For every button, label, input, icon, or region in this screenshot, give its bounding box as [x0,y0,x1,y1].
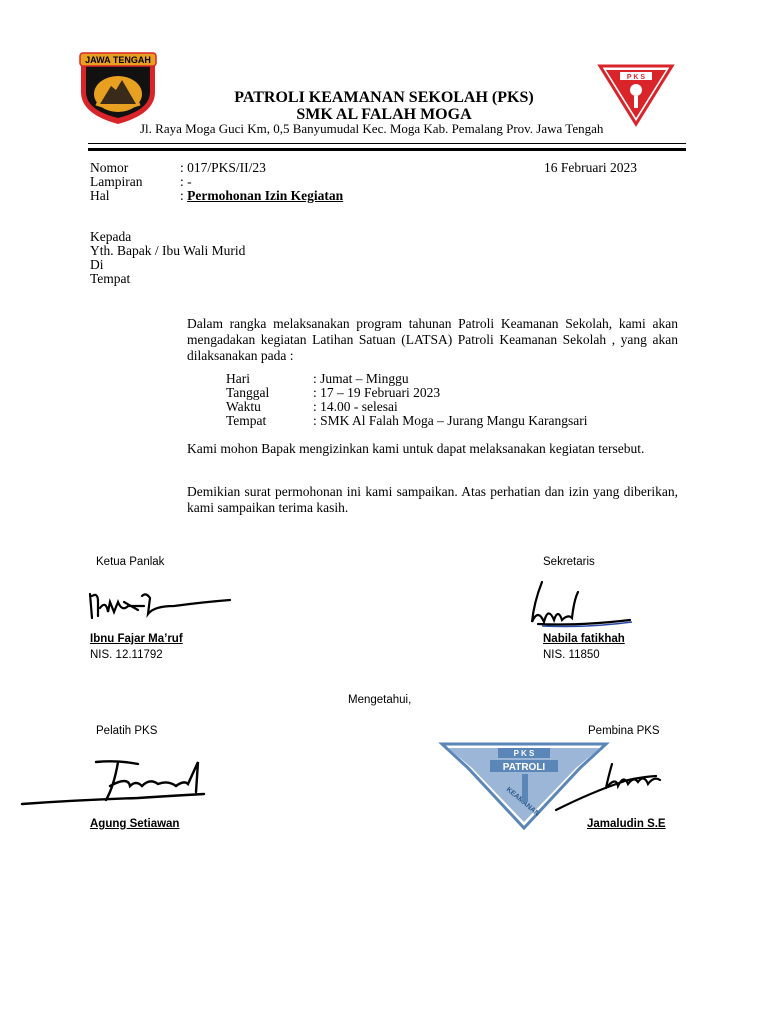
logo-banner-text: JAWA TENGAH [85,55,151,65]
detail-value: : Jumat – Minggu [313,371,409,386]
request-paragraph: Kami mohon Bapak mengizinkan kami untuk dapat melaksanakan kegiatan tersebut. [187,441,645,456]
hal-label: Hal [90,188,110,203]
ketua-signature [84,588,234,630]
header-divider [88,143,686,144]
recipient-block [90,230,350,286]
stamp-top-text: P K S [513,749,535,758]
sekretaris-role: Sekretaris [543,556,595,568]
header-address: Jl. Raya Moga Guci Km, 0,5 Banyumudal Kec. Moga Kab. Pemalang Prov. Jawa Tengah [140,121,604,136]
nomor-label: Nomor [90,160,129,175]
pelatih-role: Pelatih PKS [96,725,158,737]
header-divider-thick [88,148,686,151]
pembina-signature [552,758,664,812]
lampiran-label: Lampiran [90,174,143,189]
sekretaris-nis: NIS. 11850 [543,649,600,661]
detail-label: Waktu [226,399,261,414]
ketua-nis: NIS. 12.11792 [90,649,163,661]
hal-prefix: : [180,188,188,203]
stamp-mid-text: PATROLI [502,762,546,773]
recipient-line: Di [90,257,104,272]
letter-date: 16 Februari 2023 [544,160,637,175]
recipient-line: Kepada [90,229,132,244]
org-title: PATROLI KEAMANAN SEKOLAH (PKS) [234,89,534,106]
sekretaris-name: Nabila fatikhah [543,633,625,645]
sekretaris-signature [528,578,634,632]
closing-paragraph: Demikian surat permohonan ini kami sampaikan. Atas perhatian dan izin yang diberikan, kami sampaikan terima kasih. [187,484,678,515]
nomor-value: : 017/PKS/II/23 [180,160,266,175]
pks-logo-text: P K S [626,74,646,81]
mengetahui-label: Mengetahui, [348,694,412,706]
pelatih-name: Agung Setiawan [90,818,180,830]
detail-label: Tanggal [226,385,270,400]
recipient-line: Tempat [90,271,131,286]
intro-paragraph: Dalam rangka melaksanakan program tahunan Patroli Keamanan Sekolah, kami akan mengadakan kegiatan Latihan Satuan (LATSA) Patroli Keamanan Sekolah , yang akan dilaksanakan pada : [187,316,678,363]
recipient-line: Yth. Bapak / Ibu Wali Murid [90,243,246,258]
meta-hal [90,188,390,204]
ketua-name: Ibnu Fajar Ma’ruf [90,633,183,645]
detail-value: : 17 – 19 Februari 2023 [313,385,441,400]
detail-value: : 14.00 - selesai [313,399,398,414]
pembina-role: Pembina PKS [588,725,660,737]
detail-label: Tempat [226,413,267,428]
school-title: SMK AL FALAH MOGA [296,106,472,123]
detail-row [226,413,587,429]
ketua-role: Ketua Panlak [96,556,165,568]
hal-subject: Permohonan Izin Kegiatan [187,188,344,203]
detail-label: Hari [226,371,250,386]
lampiran-value: : - [180,174,192,189]
pembina-name: Jamaludin S.E [587,818,666,830]
pelatih-signature [18,756,210,814]
detail-value: : SMK Al Falah Moga – Jurang Mangu Karangsari [313,413,588,428]
